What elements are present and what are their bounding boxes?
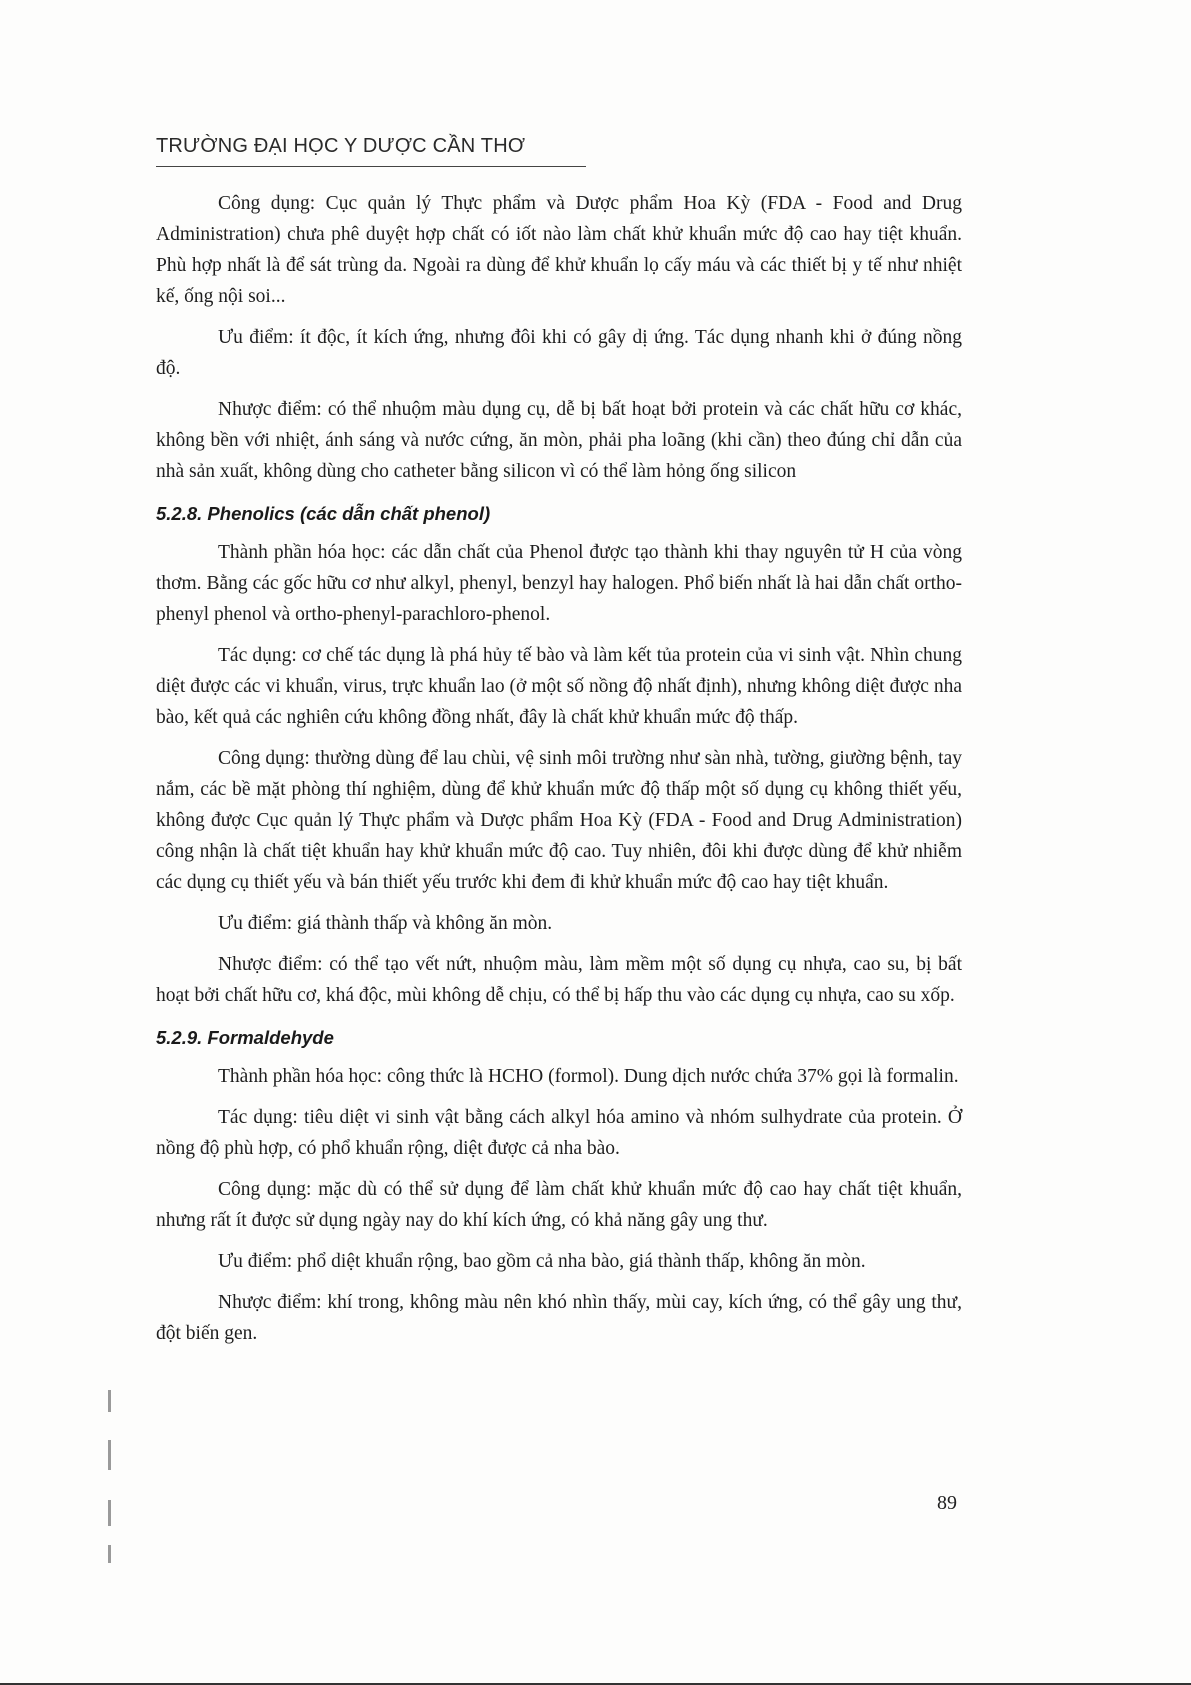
section-heading-phenolics: 5.2.8. Phenolics (các dẫn chất phenol) [156, 503, 491, 524]
paragraph-cong-dung-phenol: Công dụng: thường dùng để lau chùi, vệ sinh môi trường như sàn nhà, tường, giường bệnh, tay nắm, các bề mặt phòng thí nghiệm, dùng để khử khuẩn mức độ thấp một số dụng cụ không thiết yếu, không được Cục quản lý Thực phẩm và Dược phẩm Hoa Kỳ (FDA - Food and Drug Administration) công nhận là chất tiệt khuẩn hay khử khuẩn mức độ cao. Tuy nhiên, đôi khi được dùng để khử nhiễm các dụng cụ thiết yếu và bán thiết yếu trước khi đem đi khử khuẩn mức độ cao hay tiệt khuẩn. [156, 748, 962, 893]
scan-margin-mark [108, 1500, 111, 1526]
paragraph-uu-diem-iot: Ưu điểm: ít độc, ít kích ứng, nhưng đôi khi có gây dị ứng. Tác dụng nhanh khi ở đúng nồng độ. [156, 327, 962, 379]
scan-margin-mark [108, 1440, 111, 1470]
header-divider [156, 166, 586, 167]
paragraph-uu-diem-phenol: Ưu điểm: giá thành thấp và không ăn mòn. [218, 913, 553, 934]
section-heading-formaldehyde: 5.2.9. Formaldehyde [156, 1027, 334, 1048]
paragraph-cong-dung-iot: Công dụng: Cục quản lý Thực phẩm và Dược phẩm Hoa Kỳ (FDA - Food and Drug Administration) chưa phê duyệt hợp chất có iốt nào làm chất khử khuẩn mức độ cao hay tiệt khuẩn. Phù hợp nhất là để sát trùng da. Ngoài ra dùng để khử khuẩn lọ cấy máu và các thiết bị y tế như nhiệt kế, ống nội soi... [156, 193, 962, 307]
paragraph-nhuoc-diem-iot: Nhược điểm: có thể nhuộm màu dụng cụ, dễ bị bất hoạt bởi protein và các chất hữu cơ khác, không bền với nhiệt, ánh sáng và nước cứng, ăn mòn, phải pha loãng (khi cần) theo đúng chỉ dẫn của nhà sản xuất, không dùng cho catheter bằng silicon vì có thể làm hỏng ống silicon [156, 399, 962, 482]
paragraph-cong-dung-formaldehyde: Công dụng: mặc dù có thể sử dụng để làm chất khử khuẩn mức độ cao hay chất tiệt khuẩn, nhưng rất ít được sử dụng ngày nay do khí kích ứng, có khả năng gây ung thư. [156, 1179, 962, 1231]
paragraph-tac-dung-formaldehyde: Tác dụng: tiêu diệt vi sinh vật bằng cách alkyl hóa amino và nhóm sulhydrate của protein. Ở nồng độ phù hợp, có phổ khuẩn rộng, diệt được cả nha bào. [156, 1107, 962, 1159]
page-header: TRƯỜNG ĐẠI HỌC Y DƯỢC CẦN THƠ [156, 135, 526, 157]
paragraph-nhuoc-diem-phenol: Nhược điểm: có thể tạo vết nứt, nhuộm màu, làm mềm một số dụng cụ nhựa, cao su, bị bất hoạt bởi chất hữu cơ, khá độc, mùi không dễ chịu, có thể bị hấp thu vào các dụng cụ nhựa, cao su xốp. [156, 954, 962, 1006]
paragraph-tac-dung-phenol: Tác dụng: cơ chế tác dụng là phá hủy tế bào và làm kết tủa protein của vi sinh vật. Nhìn chung diệt được các vi khuẩn, virus, trực khuẩn lao (ở một số nồng độ nhất định), nhưng không diệt được nha bào, kết quả các nghiên cứu không đồng nhất, đây là chất khử khuẩn mức độ thấp. [156, 645, 962, 728]
page-content [156, 188, 962, 1359]
paragraph-thanh-phan-phenol: Thành phần hóa học: các dẫn chất của Phenol được tạo thành khi thay nguyên tử H của vòng thơm. Bằng các gốc hữu cơ như alkyl, phenyl, benzyl hay halogen. Phổ biến nhất là hai dẫn chất ortho-phenyl phenol và ortho-phenyl-parachloro-phenol. [156, 542, 962, 625]
paragraph-thanh-phan-formaldehyde: Thành phần hóa học: công thức là HCHO (formol). Dung dịch nước chứa 37% gọi là formalin. [218, 1066, 959, 1087]
page-number: 89 [937, 1492, 957, 1514]
paragraph-nhuoc-diem-formaldehyde: Nhược điểm: khí trong, không màu nên khó nhìn thấy, mùi cay, kích ứng, có thể gây ung thư, đột biến gen. [156, 1292, 962, 1344]
paragraph-uu-diem-formaldehyde: Ưu điểm: phổ diệt khuẩn rộng, bao gồm cả nha bào, giá thành thấp, không ăn mòn. [218, 1251, 866, 1272]
scan-margin-mark [108, 1390, 111, 1412]
scan-margin-mark [108, 1545, 111, 1563]
